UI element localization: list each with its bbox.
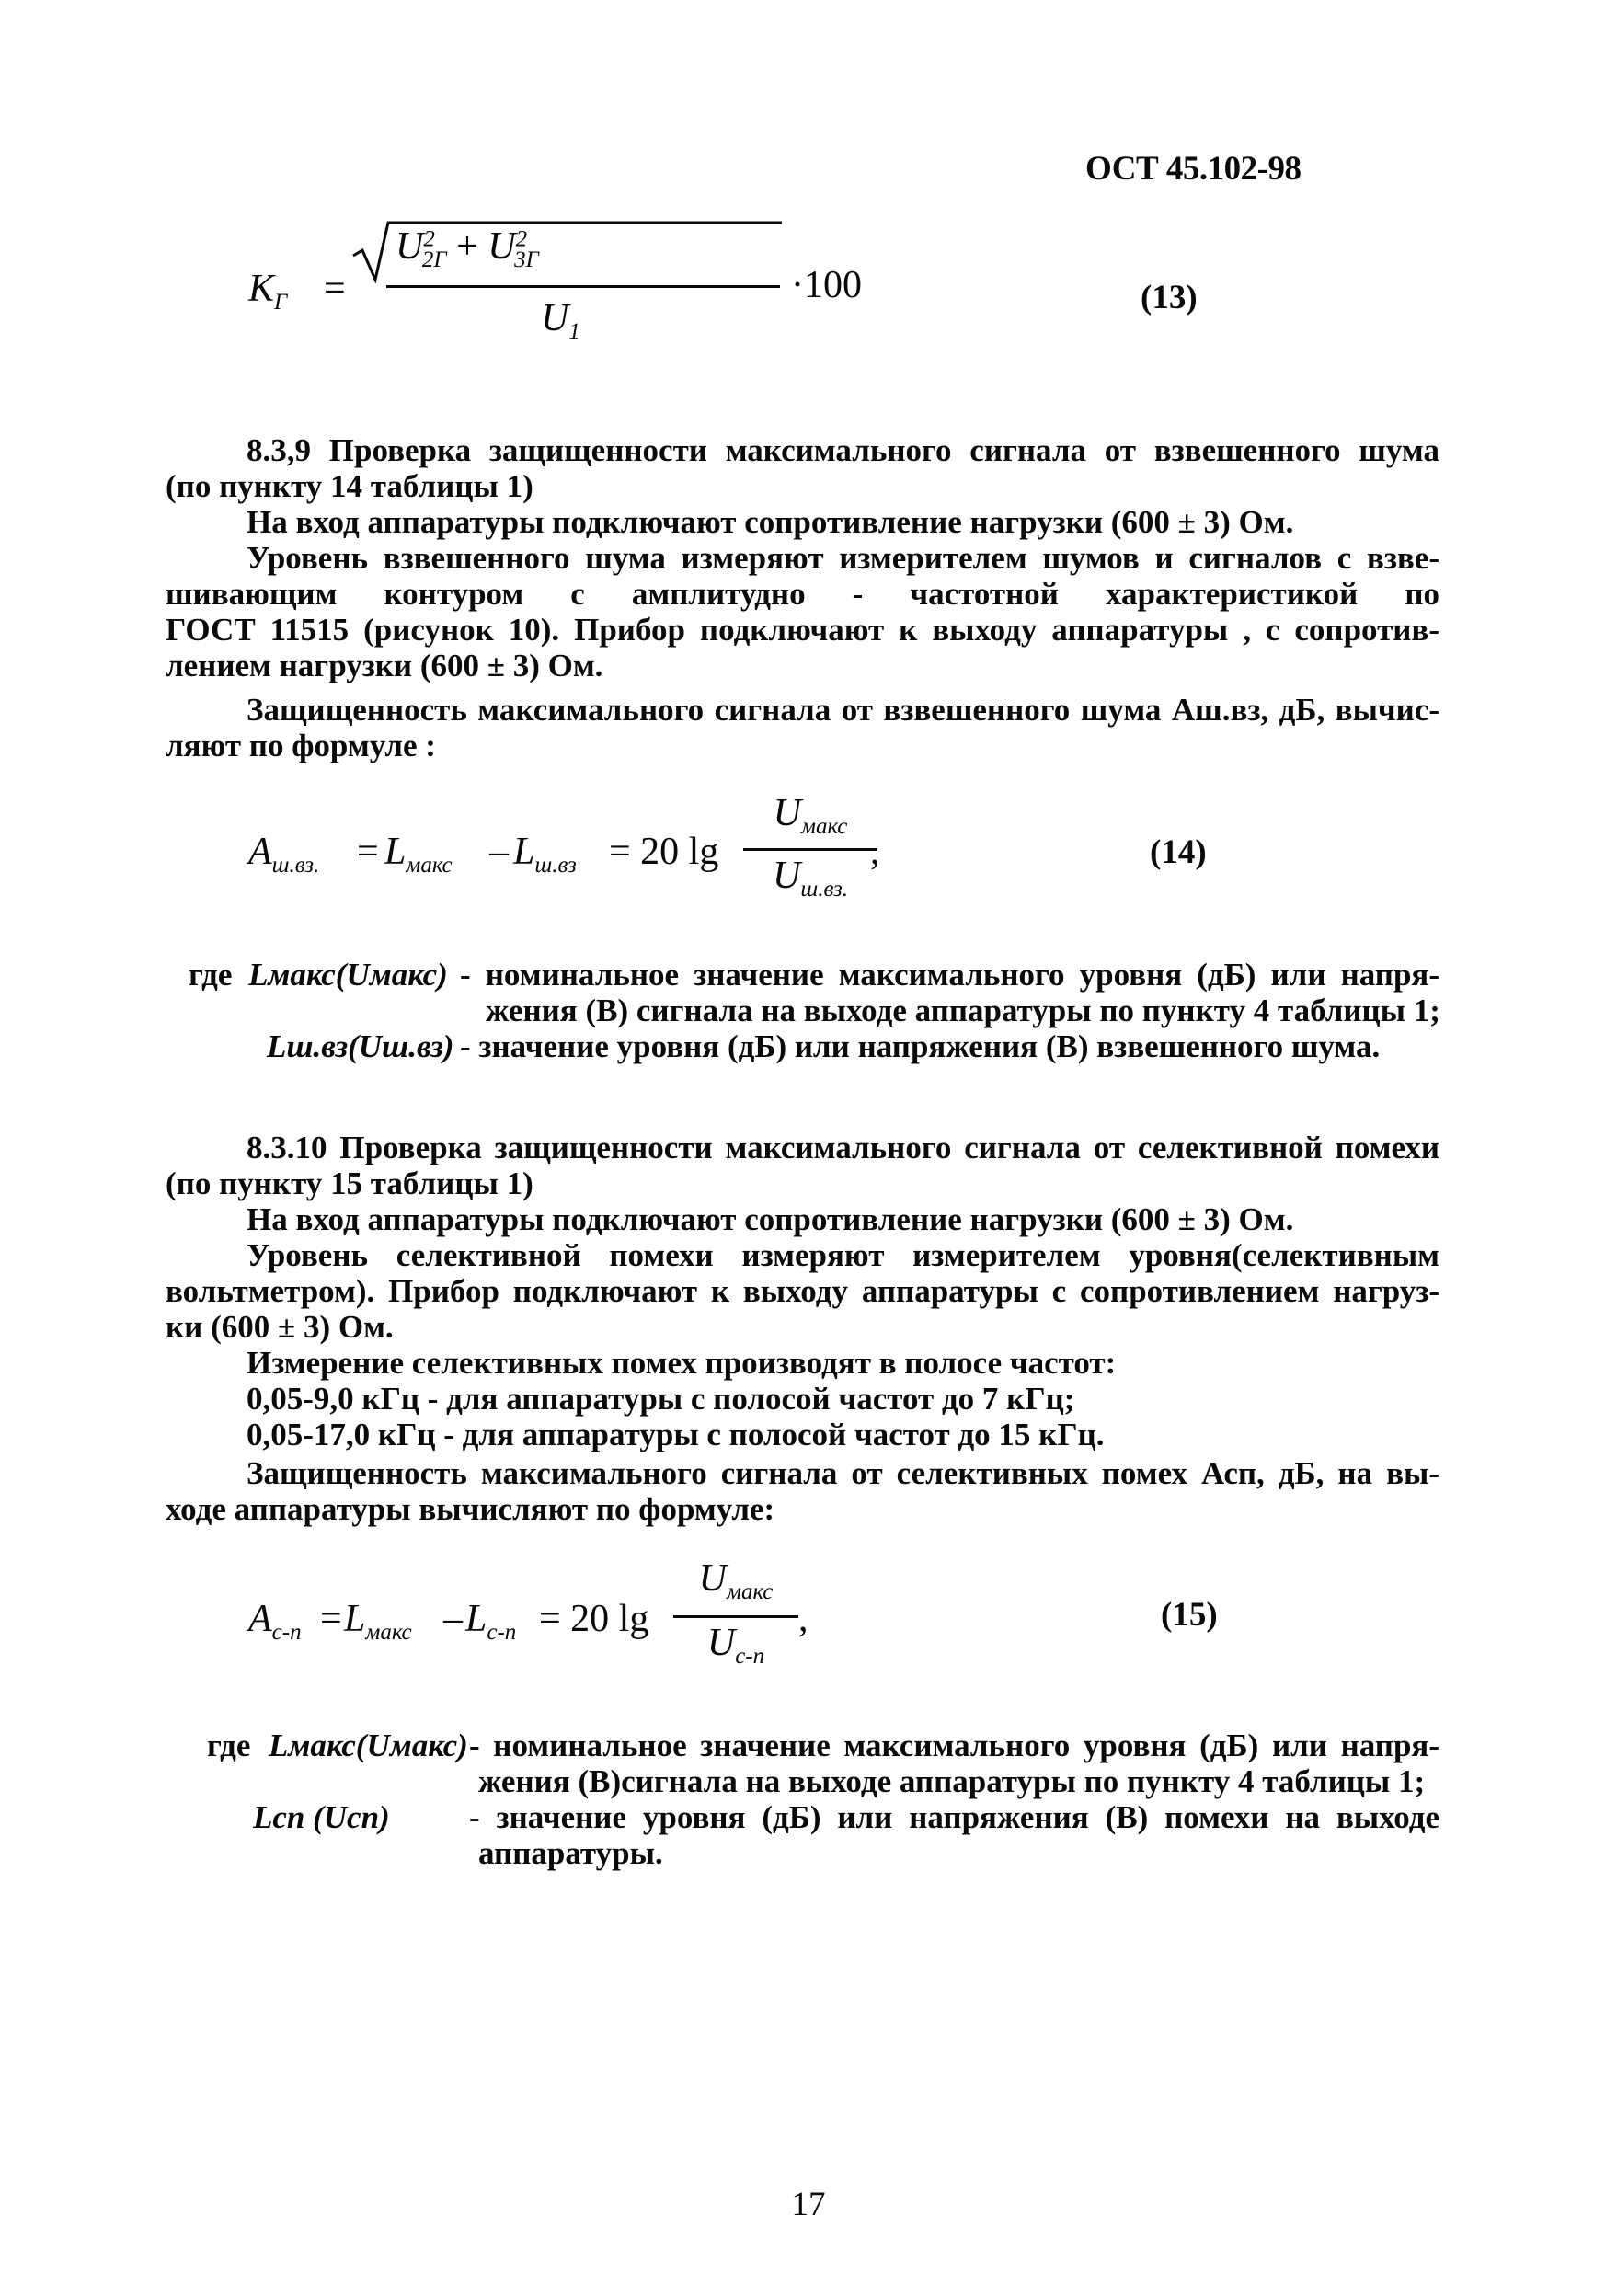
p8310-line-3: На вход аппаратуры подключают сопротивление нагрузки (600 ± 3) Ом. [247,1201,1294,1237]
where-14-def-1a: - номинальное значение максимального уровня (дБ) или напря- [460,957,1439,993]
formula-14: $A_{ш.вз.}$ = $L_{макс}$ – $L_{ш.вз}$ = 20 lg $U_{макс}$ $U_{ш.вз.}$ , [248,792,880,901]
p839-line-6: ГОСТ 11515 (рисунок 10). Прибор подключают к выходу аппаратуры , с сопротив- [166,612,1439,648]
formula-14-number: (14) [1150,833,1207,871]
where-15-def-2b: аппаратуры. [478,1835,663,1871]
formula-13-numerator: $U^2_{2Г} + U^2_{3Г}$ [396,225,539,272]
where-15-def-1a: - номинальное значение максимального уровня (дБ) или напря- [469,1728,1439,1763]
p839-line-2: (по пункту 14 таблицы 1) [166,468,533,504]
formula-13-equals: = [324,268,346,310]
p8310-line-10: Защищенность максимального сигнала от селективных помех Асп, дБ, на вы- [247,1455,1439,1491]
p8310-line-7: Измерение селективных помех производят в полосе частот: [247,1345,1117,1381]
p839-line-4: Уровень взвешенного шума измеряют измерителем шумов и сигналов с взве- [247,540,1439,576]
formula-15: $A_{с-п}$ = $L_{макс}$ – $L_{с-п}$ = 20 lg $U_{макс}$ $U_{с-п}$ , [248,1557,808,1669]
p8310-line-5: вольтметром). Прибор подключают к выходу аппаратуры с сопротивлением нагруз- [166,1273,1439,1309]
where-15-term-2: Lсп (Uсп) [253,1799,390,1835]
where-15-term-1: Lмакс(Uмакс) [269,1728,468,1763]
formula-14-fraction-bar [743,848,877,851]
p839-line-5: шивающим контуром с амплитудно - частотной характеристикой по [166,576,1439,612]
formula-15-fraction-bar [673,1615,798,1618]
where-14-term-1: Lмакс(Uмакс) [248,957,448,993]
p8310-line-11: ходе аппаратуры вычисляют по формуле: [166,1491,775,1527]
p839-line-7: лением нагрузки (600 ± 3) Ом. [166,648,603,683]
p839-line-9: ляют по формуле : [166,728,436,763]
p8310-line-6: ки (600 ± 3) Ом. [166,1309,394,1345]
p8310-line-9: 0,05-17,0 кГц - для аппаратуры с полосой частот до 15 кГц. [247,1417,1105,1452]
p839-line-3: На вход аппаратуры подключают сопротивление нагрузки (600 ± 3) Ом. [247,504,1294,540]
formula-13-fraction-bar [386,285,780,288]
where-15-prefix: где [207,1728,251,1763]
formula-13-multiplier: ·100 [791,264,862,306]
p8310-line-2: (по пункту 15 таблицы 1) [166,1165,533,1201]
p839-line-1: 8.3,9 Проверка защищенности максимального сигнала от взвешенного шума [247,432,1439,468]
p8310-line-8: 0,05-9,0 кГц - для аппаратуры с полосой частот до 7 кГц; [247,1381,1075,1417]
document-code: ОСТ 45.102-98 [1085,150,1302,188]
formula-13-number: (13) [1141,279,1198,316]
where-14-def-2: - значение уровня (дБ) или напряжения (В) взвешенного шума. [460,1028,1381,1064]
where-14-def-1b: жения (В) сигнала на выходе аппаратуры по пункту 4 таблицы 1; [486,993,1440,1028]
page-number: 17 [791,2186,826,2223]
p8310-line-4: Уровень селективной помехи измеряют измерителем уровня(селективным [247,1237,1439,1273]
where-15-def-1b: жения (В)сигнала на выходе аппаратуры по пункту 4 таблицы 1; [478,1763,1426,1799]
where-15-def-2a: - значение уровня (дБ) или напряжения (В) помехи на выходе [469,1799,1439,1835]
where-14-term-2: Lш.вз(Uш.вз) [267,1028,454,1064]
formula-15-number: (15) [1161,1596,1218,1634]
formula-13-lhs: $K_Г$ [248,268,288,315]
p839-line-8: Защищенность максимального сигнала от взвешенного шума Аш.вз, дБ, вычис- [247,692,1439,728]
formula-13-denominator: $U_1$ [541,297,580,344]
p8310-line-1: 8.3.10 Проверка защищенности максимального сигнала от селективной помехи [247,1130,1439,1165]
formula-13 [248,212,862,359]
where-14-prefix: где [189,957,233,993]
